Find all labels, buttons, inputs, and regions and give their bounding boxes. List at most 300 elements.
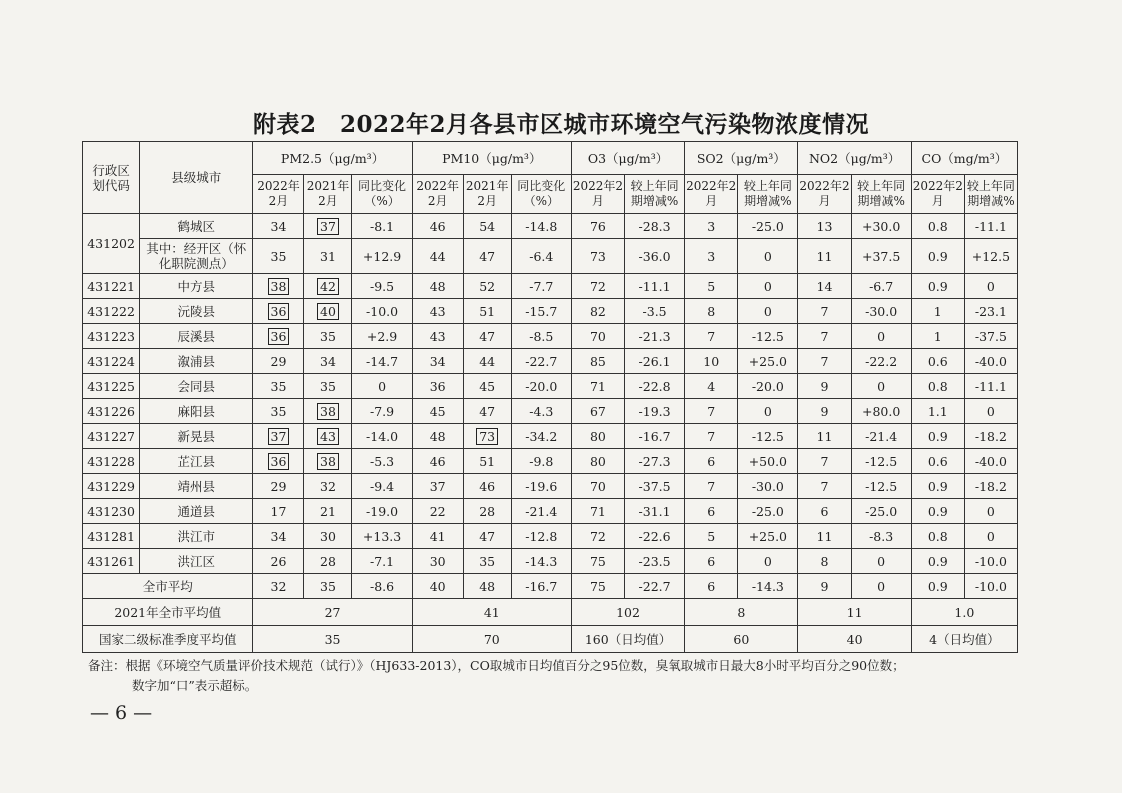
row-value: 28 [463, 499, 511, 524]
row-value: -25.0 [738, 499, 798, 524]
row-city: 芷江县 [140, 449, 253, 474]
row-value: 0 [851, 574, 911, 599]
row-value: 46 [412, 214, 463, 239]
row-value: 0 [964, 399, 1017, 424]
subheader-cell: 2021年2月 [304, 175, 352, 214]
header-code: 行政区划代码 [83, 142, 140, 214]
row-value: 35 [304, 324, 352, 349]
row-value: 67 [571, 399, 624, 424]
row-value: 40 [412, 574, 463, 599]
summary-value: 35 [253, 626, 412, 653]
summary-value: 41 [412, 599, 571, 626]
row-value: 3 [685, 214, 738, 239]
subheader-cell: 2022年2月 [685, 175, 738, 214]
row-value: -28.3 [624, 214, 684, 239]
row-city: 溆浦县 [140, 349, 253, 374]
row-city: 会同县 [140, 374, 253, 399]
row-value: 0.9 [911, 474, 964, 499]
row-value: +37.5 [851, 239, 911, 274]
avg-2021-row-label: 2021年全市平均值 [83, 599, 253, 626]
subheader-cell: 较上年同期增减% [624, 175, 684, 214]
row-value: 54 [463, 214, 511, 239]
row-value: 0 [851, 324, 911, 349]
row-value [253, 299, 304, 324]
row-value: 0.9 [911, 574, 964, 599]
page-title: 附表2 2022年2月各县市区城市环境空气污染物浓度情况 [252, 111, 870, 138]
row-value: 52 [463, 274, 511, 299]
row-value: 36 [412, 374, 463, 399]
row-city: 洪江区 [140, 549, 253, 574]
city-average-label: 全市平均 [83, 574, 253, 599]
row-value: -21.4 [851, 424, 911, 449]
row-value: 47 [463, 239, 511, 274]
row-value: -36.0 [624, 239, 684, 274]
table-row [83, 299, 1018, 324]
row-value: -19.6 [511, 474, 571, 499]
row-value: 37 [412, 474, 463, 499]
row-value: 75 [571, 549, 624, 574]
row-value: -4.3 [511, 399, 571, 424]
row-value: 6 [685, 574, 738, 599]
summary-value: 160（日均值） [571, 626, 684, 653]
row-value: 0.8 [911, 214, 964, 239]
row-value: 11 [798, 524, 851, 549]
row-city: 其中：经开区（怀化职院测点） [140, 239, 253, 274]
row-value [253, 424, 304, 449]
row-value: 7 [798, 349, 851, 374]
row-value: 47 [463, 524, 511, 549]
row-value: -12.5 [738, 424, 798, 449]
row-value: 46 [412, 449, 463, 474]
row-value: -15.7 [511, 299, 571, 324]
table-row [83, 474, 1018, 499]
standard-row [83, 626, 1018, 653]
row-value: +50.0 [738, 449, 798, 474]
row-city: 鹤城区 [140, 214, 253, 239]
row-value: +12.9 [352, 239, 412, 274]
row-value: 35 [463, 549, 511, 574]
row-value: 0 [851, 549, 911, 574]
row-value: -11.1 [964, 214, 1017, 239]
exceed-mark: 37 [268, 428, 290, 445]
row-value: -16.7 [511, 574, 571, 599]
row-value: 0.9 [911, 499, 964, 524]
row-value: -22.7 [511, 349, 571, 374]
row-value: +13.3 [352, 524, 412, 549]
exceed-mark: 36 [268, 303, 290, 320]
row-value: 0.8 [911, 524, 964, 549]
row-value: -19.3 [624, 399, 684, 424]
summary-value: 70 [412, 626, 571, 653]
row-value: 29 [253, 349, 304, 374]
row-value: -8.6 [352, 574, 412, 599]
row-value: 35 [253, 399, 304, 424]
row-value: 7 [798, 324, 851, 349]
row-value: -31.1 [624, 499, 684, 524]
exceed-mark: 37 [317, 218, 339, 235]
row-city: 靖州县 [140, 474, 253, 499]
row-code: 431229 [83, 474, 140, 499]
row-value: 35 [253, 239, 304, 274]
exceed-mark: 43 [317, 428, 339, 445]
row-value: 51 [463, 449, 511, 474]
row-value: 7 [685, 474, 738, 499]
summary-value: 102 [571, 599, 684, 626]
exceed-mark: 40 [317, 303, 339, 320]
row-value: -21.3 [624, 324, 684, 349]
row-code: 431281 [83, 524, 140, 549]
row-value: 75 [571, 574, 624, 599]
row-value: 6 [798, 499, 851, 524]
row-value: -22.7 [624, 574, 684, 599]
header-co: CO（mg/m³） [911, 142, 1017, 175]
row-value: 1.1 [911, 399, 964, 424]
row-value: 73 [571, 239, 624, 274]
exceed-mark: 38 [317, 453, 339, 470]
row-value: 35 [304, 574, 352, 599]
subheader-cell: 2022年2月 [911, 175, 964, 214]
row-value: 82 [571, 299, 624, 324]
row-value: -8.3 [851, 524, 911, 549]
row-value: -40.0 [964, 449, 1017, 474]
row-value: 1 [911, 299, 964, 324]
header-city: 县级城市 [140, 142, 253, 214]
row-value: 13 [798, 214, 851, 239]
footnote-line-2: 数字加“口”表示超标。 [132, 678, 258, 693]
row-value [304, 449, 352, 474]
subheader-cell: 较上年同期增减% [964, 175, 1017, 214]
row-value [463, 424, 511, 449]
table-row [83, 324, 1018, 349]
row-code: 431223 [83, 324, 140, 349]
subheader-cell: 较上年同期增减% [738, 175, 798, 214]
row-value: 9 [798, 574, 851, 599]
exceed-mark: 38 [317, 403, 339, 420]
row-value: 48 [412, 424, 463, 449]
row-value: -22.6 [624, 524, 684, 549]
row-value: 44 [412, 239, 463, 274]
row-value: -8.5 [511, 324, 571, 349]
row-city: 新晃县 [140, 424, 253, 449]
row-value: 11 [798, 424, 851, 449]
row-value: 6 [685, 499, 738, 524]
footnote-line-1: 备注：根据《环境空气质量评价技术规范（试行）》（HJ633-2013），CO取城市日均值百分之95位数，臭氧取城市日最大8小时平均百分之90位数； [88, 658, 905, 673]
table-row [83, 424, 1018, 449]
row-value: 46 [463, 474, 511, 499]
row-value: 0.9 [911, 424, 964, 449]
row-value: -22.2 [851, 349, 911, 374]
row-value [304, 424, 352, 449]
table-row [83, 239, 1018, 274]
summary-value: 11 [798, 599, 911, 626]
row-value: 41 [412, 524, 463, 549]
row-value: -11.1 [964, 374, 1017, 399]
row-value: -5.3 [352, 449, 412, 474]
row-value: 0.6 [911, 349, 964, 374]
summary-value: 27 [253, 599, 412, 626]
exceed-mark: 38 [268, 278, 290, 295]
row-value: -18.2 [964, 424, 1017, 449]
row-value: -14.3 [738, 574, 798, 599]
row-value [304, 274, 352, 299]
row-value: 34 [253, 524, 304, 549]
row-value: 32 [253, 574, 304, 599]
row-value: -3.5 [624, 299, 684, 324]
subheader-cell: 同比变化（%） [511, 175, 571, 214]
row-value: -10.0 [964, 549, 1017, 574]
header-pm25: PM2.5（μg/m³） [253, 142, 412, 175]
table-row [83, 499, 1018, 524]
row-code: 431227 [83, 424, 140, 449]
row-code: 431202 [83, 214, 140, 274]
row-value: 0 [964, 274, 1017, 299]
row-value: 21 [304, 499, 352, 524]
row-value: +25.0 [738, 349, 798, 374]
summary-value: 40 [798, 626, 911, 653]
row-value: 35 [253, 374, 304, 399]
row-value: -12.5 [851, 474, 911, 499]
row-value: 85 [571, 349, 624, 374]
row-value: -9.5 [352, 274, 412, 299]
row-value: 72 [571, 274, 624, 299]
row-value: 70 [571, 474, 624, 499]
header-no2: NO2（μg/m³） [798, 142, 911, 175]
exceed-mark: 36 [268, 453, 290, 470]
row-value: 0 [851, 374, 911, 399]
row-value: 34 [412, 349, 463, 374]
header-so2: SO2（μg/m³） [685, 142, 798, 175]
row-value: 0 [738, 299, 798, 324]
row-value: 7 [798, 299, 851, 324]
row-value: -8.1 [352, 214, 412, 239]
page-number: — 6 — [90, 702, 153, 724]
row-city: 麻阳县 [140, 399, 253, 424]
row-value: 34 [304, 349, 352, 374]
row-value: 0 [352, 374, 412, 399]
row-value: 26 [253, 549, 304, 574]
row-value: -37.5 [624, 474, 684, 499]
row-code: 431225 [83, 374, 140, 399]
row-value: 9 [798, 399, 851, 424]
row-value: -7.1 [352, 549, 412, 574]
pollutant-table [82, 141, 1018, 653]
row-value: -37.5 [964, 324, 1017, 349]
avg-2021-row [83, 599, 1018, 626]
row-code: 431230 [83, 499, 140, 524]
row-value: -14.0 [352, 424, 412, 449]
row-city: 中方县 [140, 274, 253, 299]
table-row [83, 449, 1018, 474]
row-value: -6.7 [851, 274, 911, 299]
row-value: 76 [571, 214, 624, 239]
table-row [83, 549, 1018, 574]
standard-row-label: 国家二级标准季度平均值 [83, 626, 253, 653]
row-value: 0.9 [911, 274, 964, 299]
row-value: -6.4 [511, 239, 571, 274]
row-value: 8 [685, 299, 738, 324]
header-pm10: PM10（μg/m³） [412, 142, 571, 175]
row-value: 48 [463, 574, 511, 599]
table-row [83, 374, 1018, 399]
table-row [83, 274, 1018, 299]
row-value: 14 [798, 274, 851, 299]
summary-value: 60 [685, 626, 798, 653]
exceed-mark: 42 [317, 278, 339, 295]
row-value [253, 449, 304, 474]
summary-value: 1.0 [911, 599, 1017, 626]
row-value: 43 [412, 324, 463, 349]
row-city: 沅陵县 [140, 299, 253, 324]
row-value: -21.4 [511, 499, 571, 524]
table-row [83, 349, 1018, 374]
row-value: +25.0 [738, 524, 798, 549]
row-value: 0 [738, 399, 798, 424]
row-value: 51 [463, 299, 511, 324]
row-value: -14.8 [511, 214, 571, 239]
row-value: 30 [412, 549, 463, 574]
row-value: -22.8 [624, 374, 684, 399]
row-value [253, 274, 304, 299]
row-value: -10.0 [352, 299, 412, 324]
row-value: 10 [685, 349, 738, 374]
row-value: 0.8 [911, 374, 964, 399]
city-average-row [83, 574, 1018, 599]
row-value: 22 [412, 499, 463, 524]
row-value: 72 [571, 524, 624, 549]
row-value: -23.1 [964, 299, 1017, 324]
row-value: 71 [571, 499, 624, 524]
row-value: -7.9 [352, 399, 412, 424]
row-value: -9.8 [511, 449, 571, 474]
row-value: 80 [571, 424, 624, 449]
row-value: 47 [463, 399, 511, 424]
row-value: 6 [685, 549, 738, 574]
row-value: -20.0 [511, 374, 571, 399]
row-city: 辰溪县 [140, 324, 253, 349]
row-value: 5 [685, 274, 738, 299]
footnote [88, 656, 1028, 696]
row-value: 11 [798, 239, 851, 274]
row-value: -14.3 [511, 549, 571, 574]
row-value: -16.7 [624, 424, 684, 449]
row-value: 6 [685, 449, 738, 474]
exceed-mark: 36 [268, 328, 290, 345]
exceed-mark: 73 [476, 428, 498, 445]
subheader-cell: 2022年2月 [571, 175, 624, 214]
row-value: -26.1 [624, 349, 684, 374]
row-value: 70 [571, 324, 624, 349]
row-value: 7 [685, 324, 738, 349]
row-value: 0.9 [911, 239, 964, 274]
row-value: 9 [798, 374, 851, 399]
row-value: -25.0 [851, 499, 911, 524]
row-city: 通道县 [140, 499, 253, 524]
row-value: -25.0 [738, 214, 798, 239]
row-value: -11.1 [624, 274, 684, 299]
row-value: 7 [685, 399, 738, 424]
row-value [304, 299, 352, 324]
row-code: 431224 [83, 349, 140, 374]
row-value: 47 [463, 324, 511, 349]
row-city: 洪江市 [140, 524, 253, 549]
row-value [304, 399, 352, 424]
row-value [253, 324, 304, 349]
subheader-cell: 2022年2月 [798, 175, 851, 214]
row-value [304, 214, 352, 239]
row-value: 1 [911, 324, 964, 349]
row-value: 43 [412, 299, 463, 324]
row-value: 0.9 [911, 549, 964, 574]
row-value: -9.4 [352, 474, 412, 499]
row-value: 0 [738, 239, 798, 274]
row-value: -30.0 [738, 474, 798, 499]
header-o3: O3（μg/m³） [571, 142, 684, 175]
row-value: 71 [571, 374, 624, 399]
row-value: 32 [304, 474, 352, 499]
row-value: -40.0 [964, 349, 1017, 374]
row-value: -19.0 [352, 499, 412, 524]
subheader-cell: 2021年2月 [463, 175, 511, 214]
table-row [83, 399, 1018, 424]
subheader-cell: 较上年同期增减% [851, 175, 911, 214]
row-value: 0 [738, 549, 798, 574]
row-value: -12.8 [511, 524, 571, 549]
row-value: 7 [685, 424, 738, 449]
row-value: 30 [304, 524, 352, 549]
row-value: 29 [253, 474, 304, 499]
row-code: 431228 [83, 449, 140, 474]
row-value: -12.5 [851, 449, 911, 474]
row-value: 0 [964, 499, 1017, 524]
row-value: -30.0 [851, 299, 911, 324]
row-value: 8 [798, 549, 851, 574]
row-value: -23.5 [624, 549, 684, 574]
row-value: -14.7 [352, 349, 412, 374]
row-value: +2.9 [352, 324, 412, 349]
subheader-cell: 2022年2月 [412, 175, 463, 214]
row-value: -7.7 [511, 274, 571, 299]
row-value: 0 [738, 274, 798, 299]
row-code: 431221 [83, 274, 140, 299]
row-value: 80 [571, 449, 624, 474]
summary-value: 8 [685, 599, 798, 626]
row-value: 45 [463, 374, 511, 399]
table-row [83, 524, 1018, 549]
row-value: 28 [304, 549, 352, 574]
row-value: -12.5 [738, 324, 798, 349]
row-value: 3 [685, 239, 738, 274]
row-value: 48 [412, 274, 463, 299]
row-code: 431222 [83, 299, 140, 324]
row-value: +80.0 [851, 399, 911, 424]
row-value: +12.5 [964, 239, 1017, 274]
row-value: -34.2 [511, 424, 571, 449]
row-code: 431226 [83, 399, 140, 424]
row-value: 7 [798, 449, 851, 474]
row-value: -18.2 [964, 474, 1017, 499]
row-value: 7 [798, 474, 851, 499]
table-row [83, 214, 1018, 239]
row-value: 0.6 [911, 449, 964, 474]
row-value: -20.0 [738, 374, 798, 399]
row-value: +30.0 [851, 214, 911, 239]
row-value: 31 [304, 239, 352, 274]
subheader-cell: 2022年2月 [253, 175, 304, 214]
row-value: 0 [964, 524, 1017, 549]
row-value: 45 [412, 399, 463, 424]
row-value: 5 [685, 524, 738, 549]
row-code: 431261 [83, 549, 140, 574]
